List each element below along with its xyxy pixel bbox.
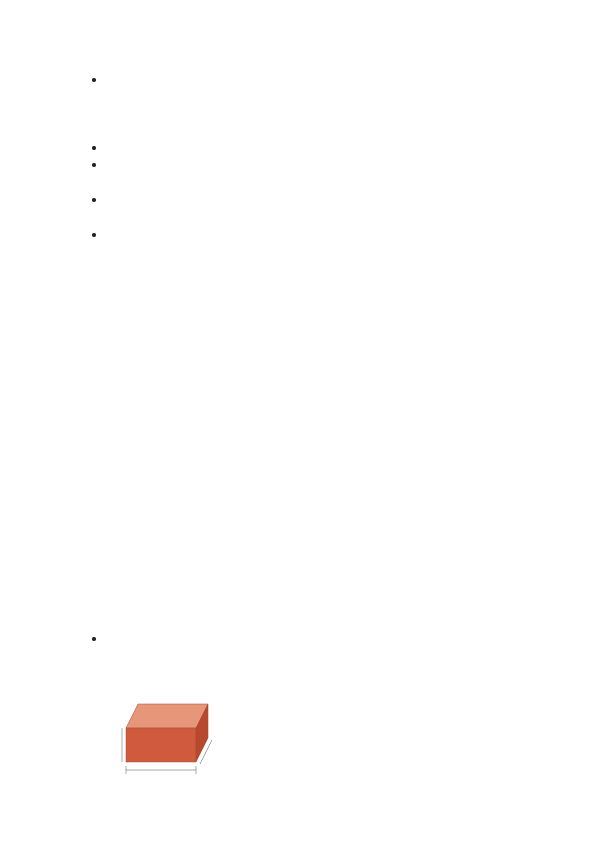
bullet-icon: [92, 163, 96, 167]
brick-illustration: [96, 690, 236, 790]
brick-top-face: [126, 704, 208, 728]
bullet-icon: [92, 146, 96, 150]
bullet-icon: [92, 198, 96, 202]
bullet-icon: [92, 233, 96, 237]
bullet-icon: [92, 637, 96, 641]
bullet-icon: [92, 78, 96, 82]
